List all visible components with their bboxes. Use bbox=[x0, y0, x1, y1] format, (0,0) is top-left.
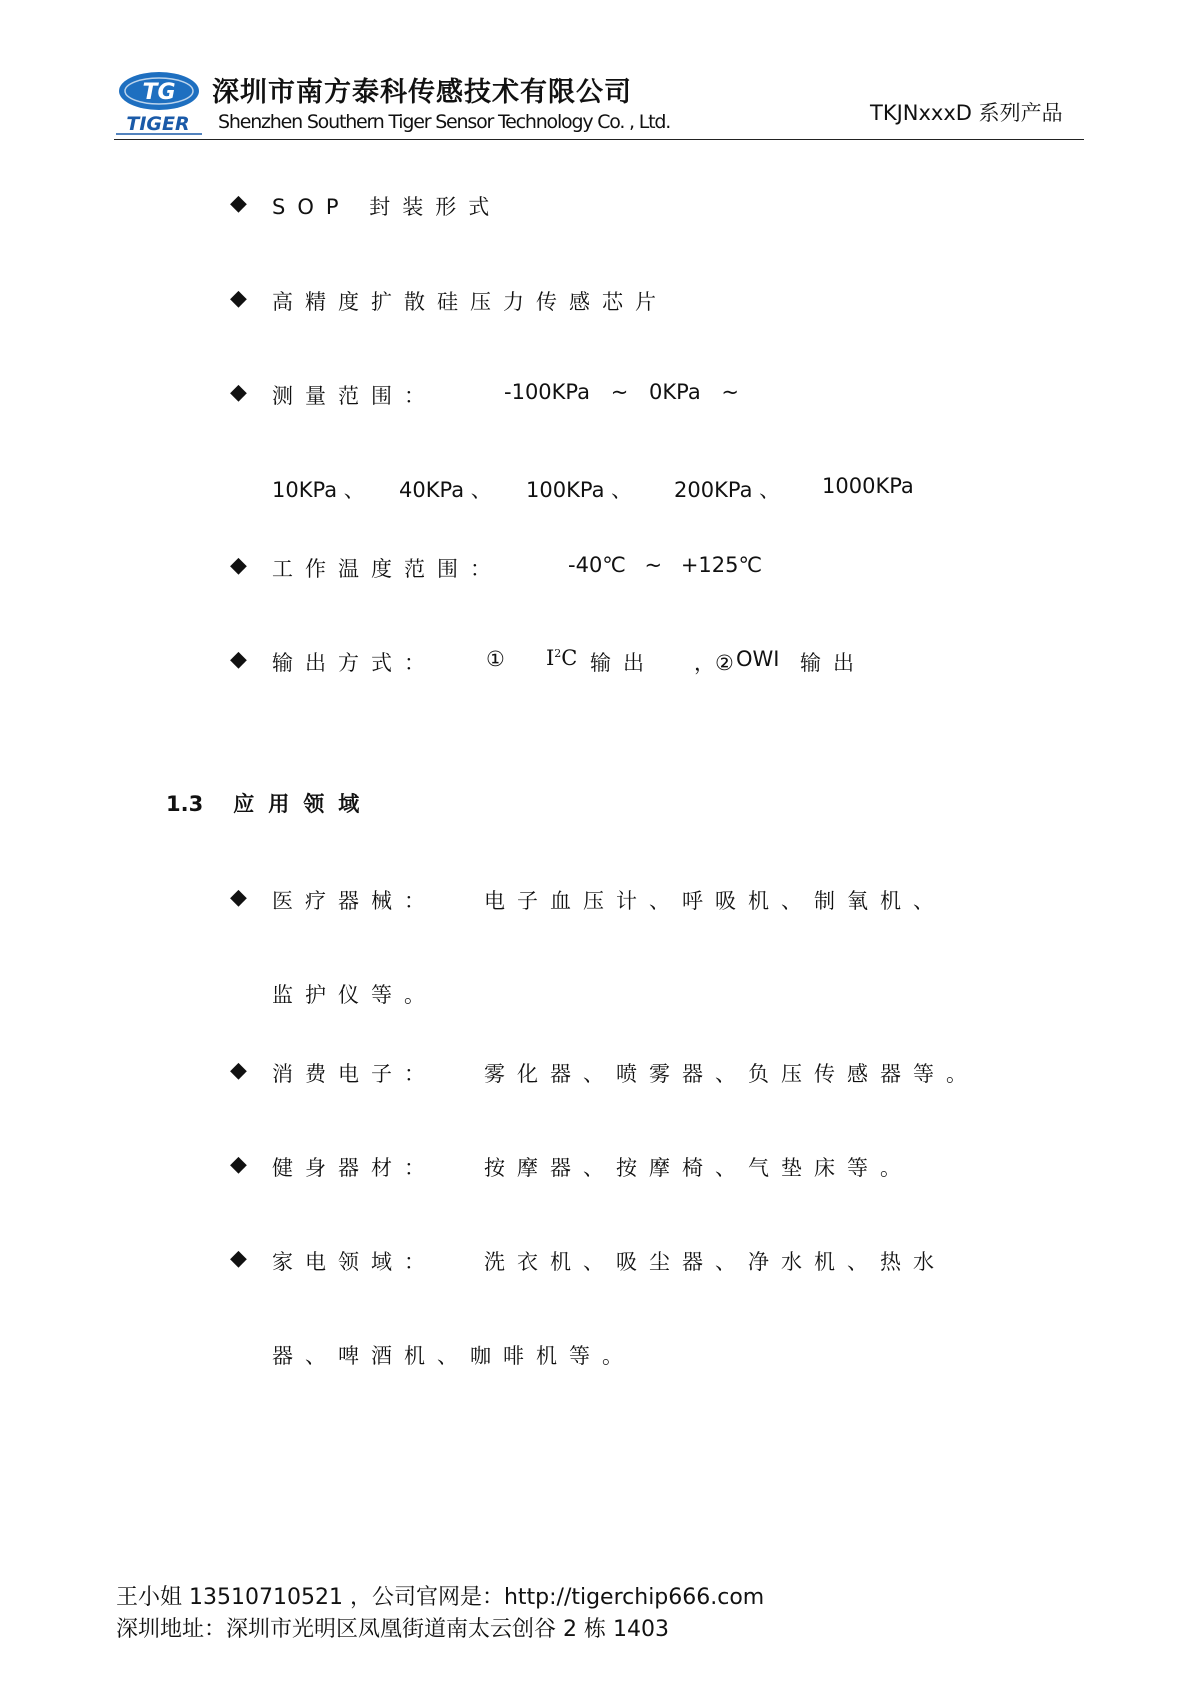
range-item: 200KPa 、 bbox=[674, 478, 781, 502]
app-medical-cont: 监护仪等。 bbox=[272, 983, 437, 1007]
footer-address: 深圳地址：深圳市光明区凤凰街道南太云创谷 2 栋 1403 bbox=[116, 1617, 669, 1642]
diamond-bullet-icon: ◆ bbox=[230, 1152, 247, 1177]
product-series: TKJNxxxD 系列产品 bbox=[870, 101, 1063, 125]
app-consumer-label: 消费电子： bbox=[272, 1062, 437, 1086]
owi-label: OWI bbox=[736, 647, 780, 671]
feature-temp-value: -40℃ ~ +125℃ bbox=[568, 553, 763, 577]
feature-range-label: 测量范围： bbox=[272, 384, 437, 408]
logo-mark: TG bbox=[142, 80, 176, 105]
i2c-label: $I^2C$ bbox=[546, 646, 578, 670]
range-item: 100KPa 、 bbox=[526, 478, 633, 502]
section-heading bbox=[166, 788, 373, 818]
section-number: 1.3 bbox=[166, 792, 204, 816]
range-item: 10KPa 、 bbox=[272, 478, 365, 502]
range-item: 1000KPa bbox=[822, 474, 914, 498]
app-appliance-cont: 器、啤酒机、咖啡机等。 bbox=[272, 1344, 635, 1368]
app-consumer-text: 雾化器、喷雾器、负压传感器等。 bbox=[484, 1062, 979, 1086]
header-divider bbox=[114, 139, 1084, 140]
diamond-bullet-icon: ◆ bbox=[230, 553, 247, 578]
app-medical-label: 医疗器械： bbox=[272, 889, 437, 913]
output-word: 输出 bbox=[590, 651, 656, 675]
diamond-bullet-icon: ◆ bbox=[230, 1058, 247, 1083]
company-name-cn: 深圳市南方泰科传感技术有限公司 bbox=[212, 77, 632, 108]
feature-chip: 高精度扩散硅压力传感芯片 bbox=[272, 290, 668, 314]
diamond-bullet-icon: ◆ bbox=[230, 1246, 247, 1271]
feature-package: SOP 封装形式 bbox=[272, 195, 502, 219]
output-word: 输出 bbox=[800, 651, 866, 675]
feature-output-label: 输出方式： bbox=[272, 651, 437, 675]
logo-text: TIGER bbox=[126, 113, 190, 135]
app-fitness-label: 健身器材： bbox=[272, 1156, 437, 1180]
app-appliance-label: 家电领域： bbox=[272, 1250, 437, 1274]
app-fitness-text: 按摩器、按摩椅、气垫床等。 bbox=[484, 1156, 913, 1180]
company-name-en: Shenzhen Southern Tiger Sensor Technology Co. , Ltd. bbox=[218, 111, 671, 133]
diamond-bullet-icon: ◆ bbox=[230, 286, 247, 311]
output-separator: ，② bbox=[694, 651, 734, 675]
app-appliance-text: 洗衣机、吸尘器、净水机、热水 bbox=[484, 1250, 946, 1274]
circled-one: ① bbox=[486, 647, 505, 671]
feature-temp-label: 工作温度范围： bbox=[272, 557, 503, 581]
range-item: 40KPa 、 bbox=[399, 478, 492, 502]
diamond-bullet-icon: ◆ bbox=[230, 647, 247, 672]
app-medical-text: 电子血压计、呼吸机、制氧机、 bbox=[484, 889, 946, 913]
tiger-logo-icon bbox=[116, 68, 202, 136]
footer-contact: 王小姐 13510710521 ，公司官网是：http://tigerchip666.com bbox=[116, 1585, 765, 1610]
diamond-bullet-icon: ◆ bbox=[230, 380, 247, 405]
diamond-bullet-icon: ◆ bbox=[230, 191, 247, 216]
section-title: 应用领域 bbox=[233, 792, 374, 816]
company-logo bbox=[116, 68, 202, 136]
diamond-bullet-icon: ◆ bbox=[230, 885, 247, 910]
feature-range-value: -100KPa ~ 0KPa ~ bbox=[504, 380, 739, 404]
